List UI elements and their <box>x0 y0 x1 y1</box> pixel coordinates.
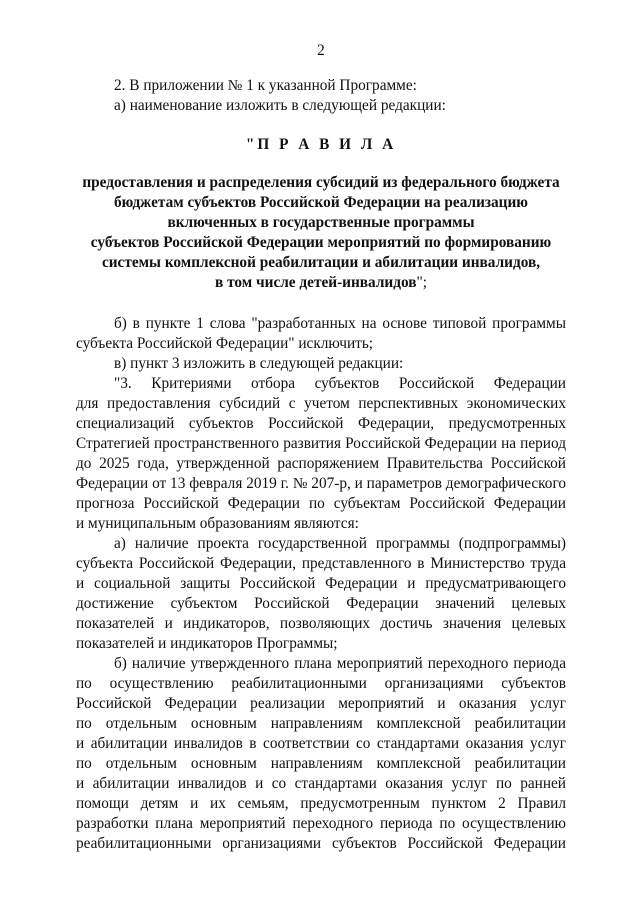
paragraph-3-line: для предоставления субсидий с учетом перспективных экономических <box>76 395 566 412</box>
paragraph-b-line: б) в пункте 1 слова "разработанных на основе типовой программы <box>114 315 566 332</box>
paragraph-3-line: и муниципальным образованиям являются: <box>76 515 359 532</box>
paragraph-b2-line: по отдельным основным направлениям комплексной реабилитации <box>76 715 566 732</box>
paragraph-a-line: а) наличие проекта государственной программы (подпрограммы) <box>114 535 566 552</box>
paragraph-b2-line: б) наличие утвержденного плана мероприятий переходного периода <box>114 655 566 672</box>
paragraph-a-line: и социальной защиты Российской Федерации и предусматривающего <box>76 575 566 592</box>
subtitle-line: включенных в государственные программы <box>167 214 475 231</box>
paragraph-b2-line: и абилитации инвалидов в соответствии со стандартами оказания услуг <box>76 735 566 752</box>
paragraph-3-line: "3. Критериями отбора субъектов Российской Федерации <box>114 375 566 392</box>
paragraph-b2-line: по отдельным основным направлениям комплексной реабилитации <box>76 755 566 772</box>
paragraph-b2-line: по осуществлению реабилитационными организациями субъектов <box>76 675 566 692</box>
paragraph-a-line: показателей и индикаторов, позволяющих достичь значения целевых <box>76 615 566 632</box>
paragraph-3-line: Стратегией пространственного развития Российской Федерации на период <box>76 435 566 452</box>
paragraph-3-line: до 2025 года, утвержденной распоряжением Правительства Российской <box>76 455 566 472</box>
paragraph-b2-line: помощи детям и их семьям, предусмотренным пунктом 2 Правил <box>76 795 566 812</box>
paragraph-b2-line: и абилитации инвалидов и со стандартами оказания услуг по ранней <box>76 775 566 792</box>
intro-line-2: а) наименование изложить в следующей редакции: <box>114 97 446 114</box>
paragraph-a-line: показателей и индикаторов Программы; <box>76 635 338 652</box>
subtitle-line-last <box>76 273 566 293</box>
paragraph-3-line: Федерации от 13 февраля 2019 г. № 207-р, и параметров демографического <box>76 475 566 492</box>
document-title: "П Р А В И Л А <box>245 136 397 153</box>
paragraph-b2-line: реабилитационными организациями субъектов Российской Федерации <box>76 835 566 852</box>
paragraph-a-line: достижение субъектом Российской Федерации значений целевых <box>76 595 566 612</box>
intro-line-1: 2. В приложении № 1 к указанной Программе: <box>114 77 417 94</box>
paragraph-b2-line: разработки плана мероприятий переходного периода по осуществлению <box>76 815 566 832</box>
subtitle-line-text: в том числе детей-инвалидов <box>215 274 417 291</box>
page-number: 2 <box>317 42 325 59</box>
document-subtitle <box>76 173 566 293</box>
subtitle-line: субъектов Российской Федерации мероприятий по формированию <box>90 234 552 251</box>
paragraph-b-line: субъекта Российской Федерации" исключить; <box>76 335 374 352</box>
subtitle-line: бюджетам субъектов Российской Федерации на реализацию <box>113 194 529 211</box>
paragraph-b2-line: Российской Федерации реализации мероприятий и оказания услуг <box>76 695 566 712</box>
subtitle-line: предоставления и распределения субсидий из федерального бюджета <box>82 174 560 191</box>
paragraph-v-line: в) пункт 3 изложить в следующей редакции: <box>114 355 404 372</box>
paragraph-a-line: субъекта Российской Федерации, представленного в Министерство труда <box>76 555 566 572</box>
paragraph-3-line: прогноза Российской Федерации по субъектам Российской Федерации <box>76 495 566 512</box>
paragraph-3-line: специализаций субъектов Российской Федерации, предусмотренных <box>76 415 566 432</box>
subtitle-closing-quote: "; <box>416 274 427 291</box>
subtitle-line: системы комплексной реабилитации и абилитации инвалидов, <box>101 254 541 271</box>
